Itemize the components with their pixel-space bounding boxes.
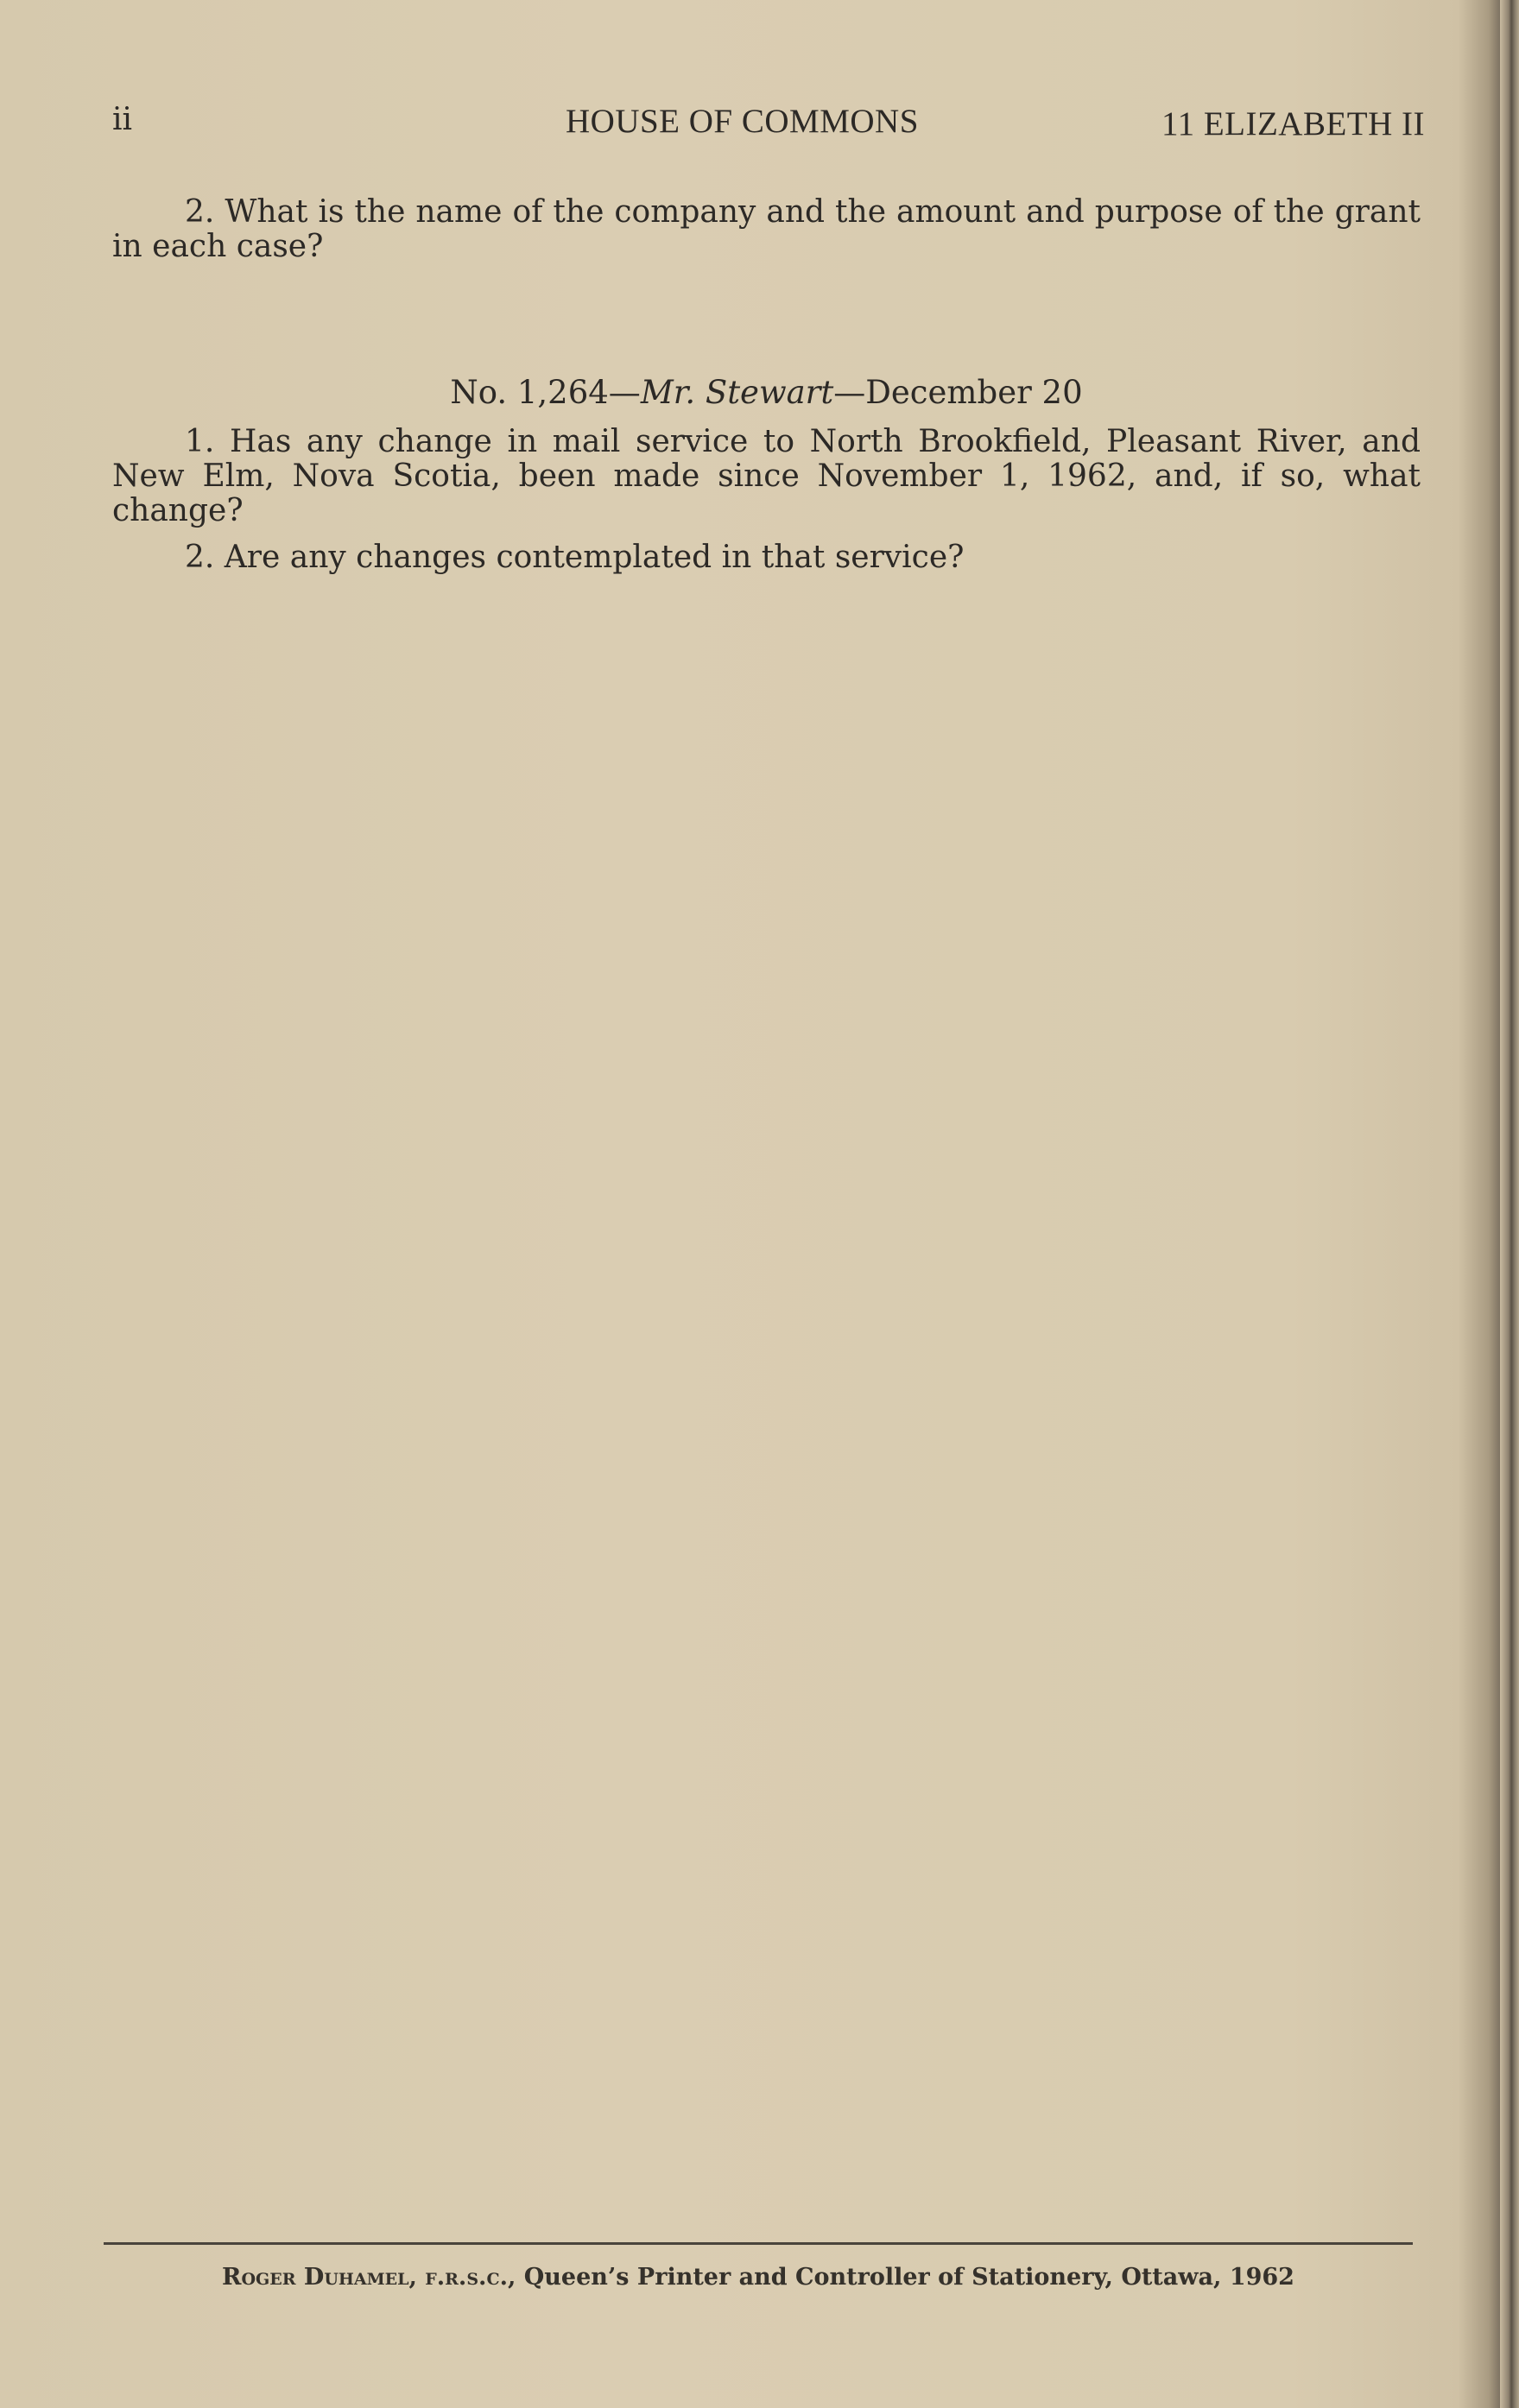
footer-rule	[104, 2242, 1413, 2245]
question-item-1-text: 1. Has any change in mail service to North Brookfield, Pleasant River, and New Elm, Nova Scotia, been made since November 1, 1962, and, if so, what change?	[112, 424, 1421, 528]
running-header	[112, 97, 1425, 149]
question-member: Mr. Stewart	[640, 374, 834, 411]
page-binding-edge	[1500, 0, 1519, 2408]
question-item-2	[112, 540, 1421, 575]
previous-question-item-2	[112, 195, 1421, 264]
question-number: No. 1,264—	[450, 374, 641, 411]
question-item-2-text: 2. Are any changes contemplated in that service?	[185, 540, 965, 575]
previous-question-item-2-text: 2. What is the name of the company and the amount and purpose of the grant in each case?	[112, 194, 1421, 264]
page-number: ii	[112, 102, 133, 137]
printer-name: Roger Duhamel, f.r.s.c.,	[222, 2264, 516, 2291]
question-item-1	[112, 425, 1421, 528]
header-regnal-year: 11 ELIZABETH II	[1161, 105, 1425, 142]
imprint-text: Queen’s Printer and Controller of Stationery, Ottawa, 1962	[516, 2264, 1294, 2291]
printer-imprint	[104, 2264, 1413, 2291]
question-date: —December 20	[833, 374, 1083, 411]
header-title: HOUSE OF COMMONS	[566, 103, 919, 140]
question-heading	[112, 374, 1421, 412]
